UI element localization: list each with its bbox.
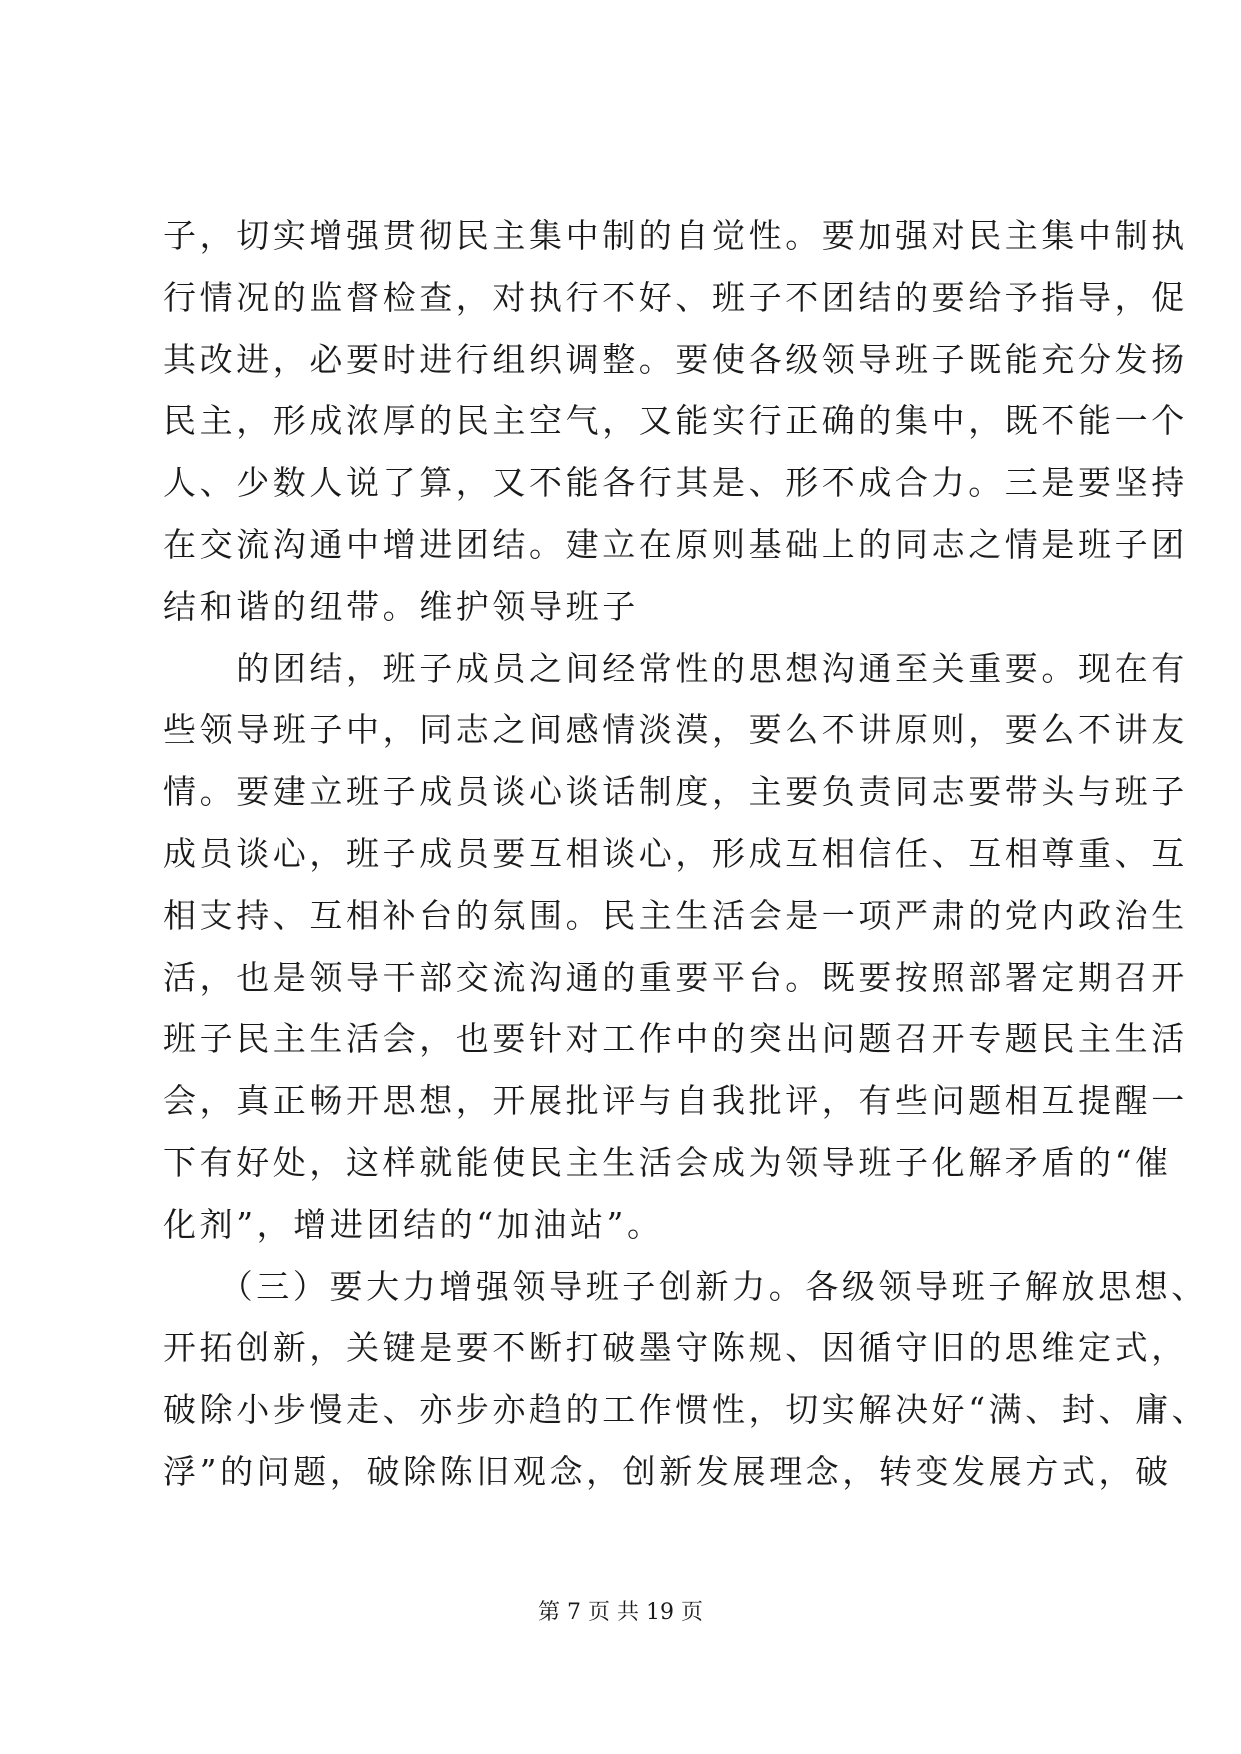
text-line: 浮”的问题，破除陈旧观念，创新发展理念，转变发展方式，破 <box>163 1451 1172 1491</box>
text-line: 成员谈心，班子成员要互相谈心，形成互相信任、互相尊重、互 <box>163 833 1188 873</box>
text-line: 情。要建立班子成员谈心谈话制度，主要负责同志要带头与班子 <box>163 772 1188 812</box>
text-line: 行情况的监督检查，对执行不好、班子不团结的要给予指导，促 <box>163 277 1188 317</box>
text-line: 化剂”，增进团结的“加油站”。 <box>163 1204 664 1244</box>
text-line: 结和谐的纽带。维护领导班子 <box>163 586 639 626</box>
text-line: 活，也是领导干部交流沟通的重要平台。既要按照部署定期召开 <box>163 957 1188 997</box>
text-line: 班子民主生活会，也要针对工作中的突出问题召开专题民主生活 <box>163 1019 1188 1059</box>
text-line: 会，真正畅开思想，开展批评与自我批评，有些问题相互提醒一 <box>163 1081 1188 1121</box>
text-line: 的团结，班子成员之间经常性的思想沟通至关重要。现在有 <box>163 648 1188 688</box>
text-line: 相支持、互相补台的氛围。民主生活会是一项严肃的党内政治生 <box>163 895 1188 935</box>
text-line: 下有好处，这样就能使民主生活会成为领导班子化解矛盾的“催 <box>163 1142 1172 1182</box>
text-line: 在交流沟通中增进团结。建立在原则基础上的同志之情是班子团 <box>163 524 1188 564</box>
text-line: 其改进，必要时进行组织调整。要使各级领导班子既能充分发扬 <box>163 339 1188 379</box>
body-text <box>163 205 1209 1503</box>
text-line: 破除小步慢走、亦步亦趋的工作惯性，切实解决好“满、封、庸、 <box>163 1390 1209 1430</box>
text-line: 些领导班子中，同志之间感情淡漠，要么不讲原则，要么不讲友 <box>163 710 1188 750</box>
text-line: 子，切实增强贯彻民主集中制的自觉性。要加强对民主集中制执 <box>163 216 1188 255</box>
text-line: 人、少数人说了算，又不能各行其是、形不成合力。三是要坚持 <box>163 463 1188 503</box>
text-line: （三）要大力增强领导班子创新力。各级领导班子解放思想、 <box>163 1266 1208 1306</box>
text-line: 民主，形成浓厚的民主空气，又能实行正确的集中，既不能一个 <box>163 401 1188 441</box>
page-number-footer: 第 7 页 共 19 页 <box>538 1600 703 1625</box>
text-line: 开拓创新，关键是要不断打破墨守陈规、因循守旧的思维定式， <box>163 1328 1188 1368</box>
